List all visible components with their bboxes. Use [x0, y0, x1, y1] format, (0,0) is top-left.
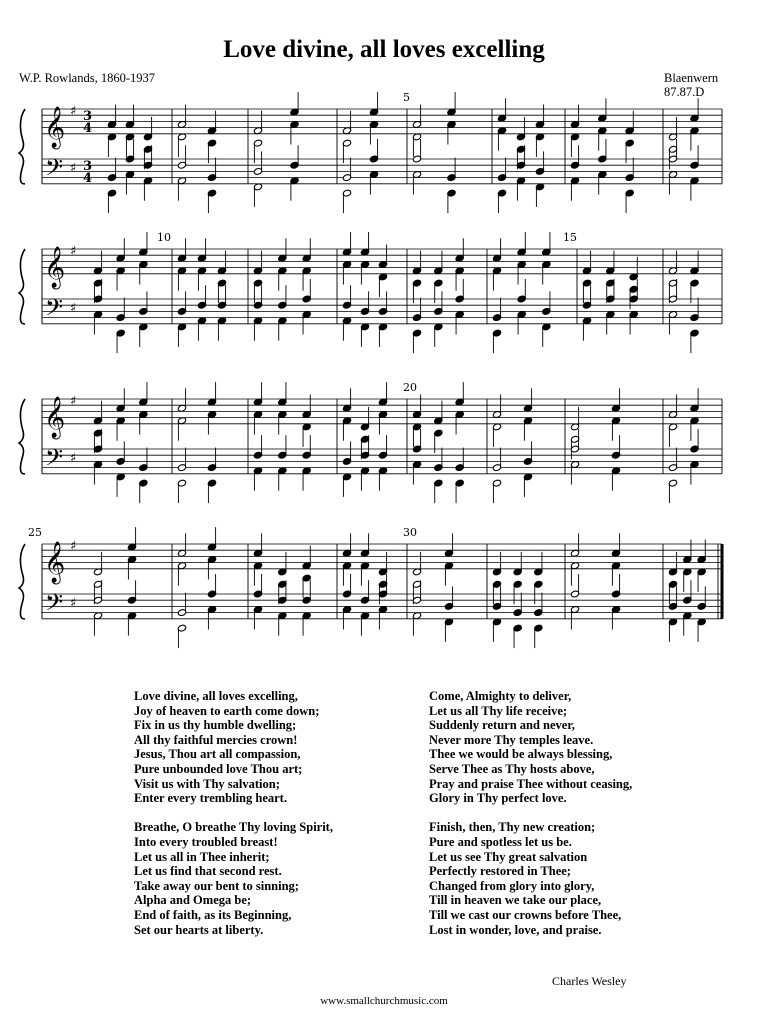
note [492, 479, 501, 503]
note [342, 261, 351, 285]
note [177, 593, 186, 617]
lyric-line: Let us all in Thee inherit; [134, 849, 270, 864]
note [116, 238, 125, 262]
note [207, 448, 216, 472]
note [342, 606, 351, 630]
note [139, 448, 148, 472]
verse-3 [429, 689, 632, 806]
note [683, 612, 692, 636]
note [177, 105, 186, 129]
lyric-line: Thee we would be always blessing, [429, 747, 613, 762]
note [378, 323, 387, 347]
note [447, 92, 456, 116]
note [127, 527, 136, 551]
website-footer: www.smallchurchmusic.com [320, 995, 448, 1007]
measure-number: 5 [403, 91, 410, 104]
note [342, 189, 351, 213]
note [302, 546, 311, 570]
note [625, 111, 634, 135]
note [278, 612, 287, 636]
note [492, 552, 501, 576]
note [253, 467, 262, 491]
note [412, 552, 421, 576]
note [447, 158, 456, 182]
lyric-line: Take away our bent to sinning; [134, 878, 299, 893]
system-brace [19, 109, 25, 184]
lyric-line: Joy of heaven to earth come down; [134, 703, 320, 718]
lyric-line: Perfectly restored in Thee; [429, 864, 571, 879]
note [177, 238, 186, 262]
note [534, 624, 543, 648]
note [177, 267, 186, 291]
note [93, 311, 102, 335]
lyric-line: Breathe, O breathe Thy loving Spirit, [134, 820, 333, 835]
note [629, 311, 638, 335]
note [125, 171, 134, 195]
note [412, 461, 421, 485]
note [492, 448, 501, 472]
note [455, 311, 464, 335]
lyrics-column-right [429, 689, 632, 952]
measure-number: 25 [28, 526, 42, 539]
note [116, 267, 125, 291]
note [492, 267, 501, 291]
note [139, 411, 148, 435]
note [412, 251, 421, 275]
note [542, 261, 551, 285]
lyric-line: Into every troubled breast! [134, 834, 278, 849]
note [177, 448, 186, 472]
note [217, 317, 226, 341]
note [492, 618, 501, 642]
note [517, 232, 526, 256]
note [302, 612, 311, 636]
lyric-line: Visit us with Thy salvation; [134, 776, 280, 791]
note [611, 388, 620, 412]
note [207, 479, 216, 503]
note [492, 298, 501, 322]
note [570, 533, 579, 557]
note [116, 473, 125, 497]
note [492, 329, 501, 353]
note [116, 417, 125, 441]
bass-clef: 𝄢 [45, 443, 64, 477]
note [434, 479, 443, 503]
note [516, 117, 525, 141]
time-signature-bottom: 4 [83, 171, 93, 186]
note [177, 624, 186, 648]
note [690, 329, 699, 353]
measure-number: 20 [403, 381, 417, 394]
note [177, 291, 186, 315]
note [668, 552, 677, 576]
note [139, 291, 148, 315]
note [455, 479, 464, 503]
bass-clef: 𝄢 [45, 293, 64, 327]
note [107, 133, 116, 157]
note [378, 606, 387, 630]
time-signature-top: 3 [83, 159, 93, 174]
note [690, 177, 699, 201]
treble-clef: 𝄞 [44, 396, 66, 438]
lyric-line: Finish, then, Thy new creation; [429, 820, 596, 835]
treble-staff [42, 109, 722, 134]
note [412, 612, 421, 636]
note [302, 467, 311, 491]
note [93, 612, 102, 636]
note [570, 606, 579, 630]
note [697, 540, 706, 564]
note [455, 382, 464, 406]
note [253, 183, 262, 207]
key-signature-sharp: ♯ [70, 539, 77, 554]
note [690, 388, 699, 412]
note [412, 395, 421, 419]
note [139, 323, 148, 347]
lyricist-credit: Charles Wesley [552, 974, 627, 988]
note [360, 232, 369, 256]
note [116, 441, 125, 465]
lyric-line: Set our hearts at liberty. [134, 922, 264, 937]
note [360, 291, 369, 315]
system-brace [19, 399, 25, 474]
note [217, 251, 226, 275]
note [290, 121, 299, 145]
lyric-line: Let us see Thy great salvation [429, 849, 588, 864]
note [177, 388, 186, 412]
note [177, 177, 186, 201]
lyric-line: Jesus, Thou art all compassion, [134, 747, 301, 762]
note [444, 618, 453, 642]
note [535, 183, 544, 207]
verse-2 [134, 820, 333, 937]
key-signature-sharp: ♯ [70, 394, 77, 409]
note [690, 98, 699, 122]
hymn-title: Love divine, all loves excelling [223, 36, 545, 63]
note [668, 171, 677, 195]
note [207, 411, 216, 435]
lyric-line: Pray and praise Thee without ceasing, [429, 776, 633, 791]
note [412, 105, 421, 129]
grand-staff [19, 381, 722, 503]
note [378, 467, 387, 491]
time-signature-bottom: 4 [83, 121, 93, 136]
note [497, 127, 506, 151]
note [302, 395, 311, 419]
note [139, 232, 148, 256]
system-brace [19, 544, 25, 619]
note [125, 105, 134, 129]
lyric-line: End of faith, as its Beginning, [134, 907, 292, 922]
tune-name: Blaenwern [664, 71, 719, 85]
note [207, 382, 216, 406]
note [342, 285, 351, 309]
note [444, 562, 453, 586]
lyrics-column-left [134, 689, 333, 952]
measure-number: 15 [563, 231, 577, 244]
note [668, 395, 677, 419]
note [447, 189, 456, 213]
note [278, 467, 287, 491]
note [207, 606, 216, 630]
verse-1 [134, 689, 333, 806]
key-signature-sharp: ♯ [70, 301, 77, 317]
note [570, 407, 579, 431]
measure-number: 30 [403, 526, 417, 539]
note [668, 251, 677, 275]
note [668, 479, 677, 503]
note [455, 448, 464, 472]
note [683, 540, 692, 564]
lyric-line: Suddenly return and never, [429, 718, 575, 733]
lyric-line: Enter every trembling heart. [134, 791, 287, 806]
note [492, 423, 501, 447]
lyric-line: Serve Thee as Thy hosts above, [429, 761, 595, 776]
note [516, 177, 525, 201]
note [668, 117, 677, 141]
note [378, 552, 387, 576]
time-signature-top: 3 [83, 109, 93, 124]
note [143, 177, 152, 201]
note [177, 533, 186, 557]
note [523, 441, 532, 465]
note [253, 411, 262, 435]
note [278, 317, 287, 341]
meter: 87.87.D [664, 85, 705, 99]
note [513, 624, 522, 648]
note [369, 171, 378, 195]
score-system-3 [0, 381, 768, 535]
note [570, 105, 579, 129]
note [378, 435, 387, 459]
note [523, 417, 532, 441]
note [253, 111, 262, 135]
note [207, 527, 216, 551]
treble-clef: 𝄞 [44, 246, 66, 288]
lyric-line: Changed from glory into glory, [429, 878, 595, 893]
note [570, 461, 579, 485]
note [360, 323, 369, 347]
note [378, 245, 387, 269]
note [290, 92, 299, 116]
note [278, 411, 287, 435]
note [360, 533, 369, 557]
note [412, 329, 421, 353]
treble-clef: 𝄞 [44, 541, 66, 583]
note [492, 238, 501, 262]
note [197, 238, 206, 262]
lyric-line: Love divine, all loves excelling, [134, 689, 298, 703]
note [606, 251, 615, 275]
note [369, 92, 378, 116]
note [342, 417, 351, 441]
note [253, 435, 262, 459]
note [253, 382, 262, 406]
note [668, 311, 677, 335]
note [444, 533, 453, 557]
note [342, 388, 351, 412]
note [629, 257, 638, 281]
note [668, 618, 677, 642]
note [197, 317, 206, 341]
note [139, 382, 148, 406]
note [278, 238, 287, 262]
note [302, 238, 311, 262]
note [497, 158, 506, 182]
note [116, 329, 125, 353]
note [360, 467, 369, 491]
note [690, 251, 699, 275]
note [668, 448, 677, 472]
note [207, 189, 216, 213]
note [177, 417, 186, 441]
note [611, 533, 620, 557]
note [690, 461, 699, 485]
note [582, 251, 591, 275]
note [342, 473, 351, 497]
lyric-line: Let us all Thy life receive; [429, 703, 568, 718]
system-brace [19, 249, 25, 324]
note [127, 556, 136, 580]
note [606, 311, 615, 335]
note [611, 606, 620, 630]
note [127, 612, 136, 636]
note [492, 395, 501, 419]
composer-credit: W.P. Rowlands, 1860-1937 [19, 71, 156, 85]
note [139, 261, 148, 285]
note [278, 382, 287, 406]
lyric-line: Come, Almighty to deliver, [429, 689, 572, 703]
note [625, 189, 634, 213]
note [378, 382, 387, 406]
note [523, 473, 532, 497]
lyric-line: Pure unbounded love Thou art; [134, 761, 303, 776]
lyric-line: All thy faithful mercies crown! [134, 732, 298, 747]
note [177, 562, 186, 586]
note [455, 411, 464, 435]
note [412, 171, 421, 195]
measure-number: 10 [157, 231, 171, 244]
note [523, 388, 532, 412]
note [177, 479, 186, 503]
grand-staff [19, 526, 722, 648]
note [360, 612, 369, 636]
note [139, 479, 148, 503]
note [342, 232, 351, 256]
note [107, 105, 116, 129]
note [582, 317, 591, 341]
note [253, 606, 262, 630]
key-signature-sharp: ♯ [70, 104, 77, 119]
lyric-line: Glory in Thy perfect love. [429, 791, 567, 806]
note [278, 552, 287, 576]
score-system-4 [0, 526, 768, 680]
note [542, 291, 551, 315]
note [497, 189, 506, 213]
lyric-line: Alpha and Omega be; [134, 893, 252, 908]
lyric-line: Till in heaven we take our place, [429, 893, 602, 908]
grand-staff [19, 231, 722, 353]
bass-clef: 𝄢 [45, 153, 64, 187]
note [497, 98, 506, 122]
note [434, 401, 443, 425]
key-signature-sharp: ♯ [70, 244, 77, 259]
note [253, 251, 262, 275]
note [517, 311, 526, 335]
note [253, 317, 262, 341]
note [534, 552, 543, 576]
key-signature-sharp: ♯ [70, 451, 77, 467]
lyric-line: Fix in us thy humble dwelling; [134, 718, 297, 733]
note [290, 177, 299, 201]
note [360, 261, 369, 285]
score-system-2 [0, 231, 768, 385]
grand-staff [19, 91, 722, 213]
note [342, 111, 351, 135]
lyric-line: Lost in wonder, love, and praise. [429, 922, 602, 937]
note [116, 388, 125, 412]
key-signature-sharp: ♯ [70, 596, 77, 612]
note [434, 251, 443, 275]
note [342, 441, 351, 465]
note [455, 238, 464, 262]
note [302, 311, 311, 335]
lyric-line: Let us find that second rest. [134, 864, 282, 879]
note [360, 407, 369, 431]
note [107, 158, 116, 182]
note [342, 533, 351, 557]
key-signature-sharp: ♯ [70, 161, 77, 177]
note [342, 317, 351, 341]
note [434, 323, 443, 347]
note [207, 111, 216, 135]
note [378, 411, 387, 435]
bass-clef: 𝄢 [45, 588, 64, 622]
note [697, 618, 706, 642]
lyric-line: Till we cast our crowns before Thee, [429, 907, 622, 922]
note [513, 552, 522, 576]
treble-clef: 𝄞 [44, 106, 66, 148]
note [278, 435, 287, 459]
note [444, 586, 453, 610]
note [177, 323, 186, 347]
note [107, 189, 116, 213]
note [253, 533, 262, 557]
note [116, 298, 125, 322]
note [542, 323, 551, 347]
note [570, 177, 579, 201]
verse-4 [429, 820, 632, 937]
note [611, 467, 620, 491]
note [143, 117, 152, 141]
lyric-line: Pure and spotless let us be. [429, 834, 572, 849]
note [598, 98, 607, 122]
note [93, 251, 102, 275]
note [535, 105, 544, 129]
lyric-line: Never more Thy temples leave. [429, 732, 594, 747]
note [93, 552, 102, 576]
note [447, 121, 456, 145]
note [290, 145, 299, 169]
note [598, 171, 607, 195]
note [93, 461, 102, 485]
note [127, 580, 136, 604]
note [542, 232, 551, 256]
note [93, 401, 102, 425]
note [668, 423, 677, 447]
